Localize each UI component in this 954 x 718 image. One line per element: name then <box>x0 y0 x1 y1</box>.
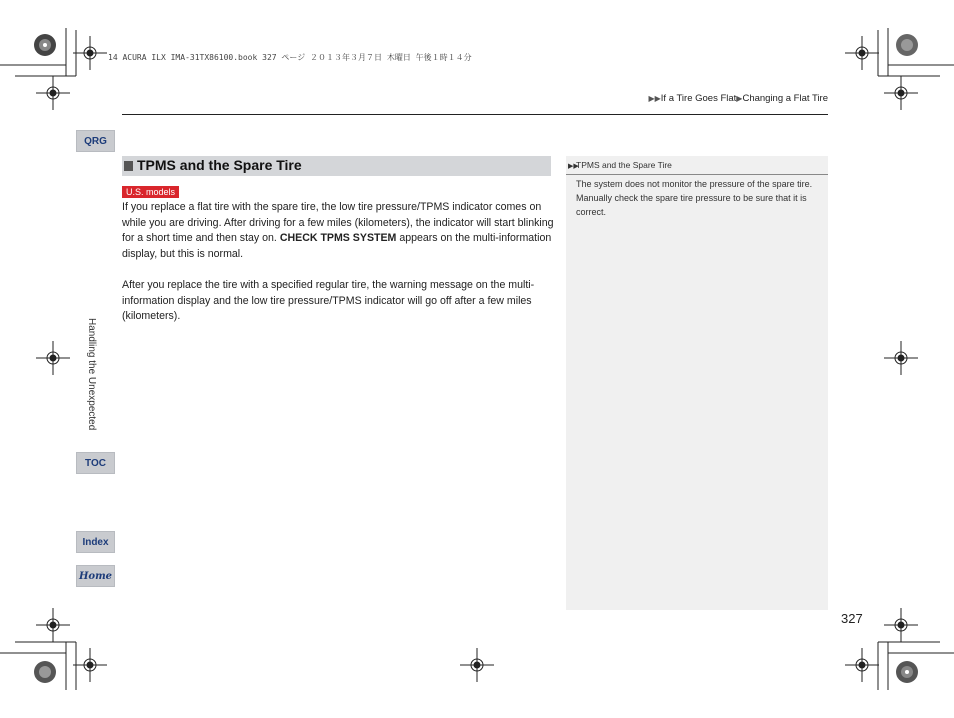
header-rule <box>122 114 828 115</box>
chapter-side-tab <box>84 318 114 448</box>
heading-square-icon <box>124 161 133 171</box>
qrg-button[interactable]: QRG <box>76 130 115 152</box>
breadcrumb-arrow-icon: ▶ <box>736 94 743 103</box>
side-note-header <box>566 156 828 175</box>
side-note-title: TPMS and the Spare Tire <box>576 160 672 170</box>
paragraph-2: After you replace the tire with a specified regular tire, the warning message on the multi-information display and the low tire pressure/TPMS indicator will go off after a few miles (kilometers). <box>122 278 535 323</box>
breadcrumb-item-changing[interactable]: Changing a Flat Tire <box>742 93 828 104</box>
section-title: TPMS and the Spare Tire <box>137 157 302 173</box>
side-note <box>566 156 828 610</box>
home-button[interactable]: Home <box>76 565 115 587</box>
breadcrumb-item-flat-tire[interactable]: If a Tire Goes Flat <box>660 93 737 104</box>
chapter-side-tab-label: Handling the Unexpected <box>86 318 97 431</box>
print-info-line: 14 ACURA ILX IMA-31TX86100.book 327 ページ ２０１３年３月７日 木曜日 午後１時１４分 <box>108 53 472 62</box>
paragraph-1 <box>122 200 554 262</box>
toc-button[interactable]: TOC <box>76 452 115 474</box>
paragraph-1-text-a: If you replace a flat tire with the spare tire, the low tire pressure/TPMS indicator comes on while you are driving. After driving for a few miles (kilometers), the indicator will start blinking for a short time and then stay on. <box>122 201 554 245</box>
breadcrumb <box>648 93 828 104</box>
index-button[interactable]: Index <box>76 531 115 553</box>
section-body <box>122 200 554 325</box>
section-heading <box>122 156 551 176</box>
side-note-body: The system does not monitor the pressure of the spare tire. Manually check the spare tire pressure to be sure that it is correct. <box>576 179 813 217</box>
region-badge: U.S. models <box>122 186 179 198</box>
page-number: 327 <box>841 611 863 626</box>
check-tpms-system-text: CHECK TPMS SYSTEM <box>279 232 397 245</box>
paragraph-1-text-b: appears on the multi-information display, but this is normal. <box>122 232 552 260</box>
breadcrumb-arrow-icon: ▶▶ <box>648 94 661 103</box>
double-arrow-icon: ▶▶ <box>568 163 579 170</box>
